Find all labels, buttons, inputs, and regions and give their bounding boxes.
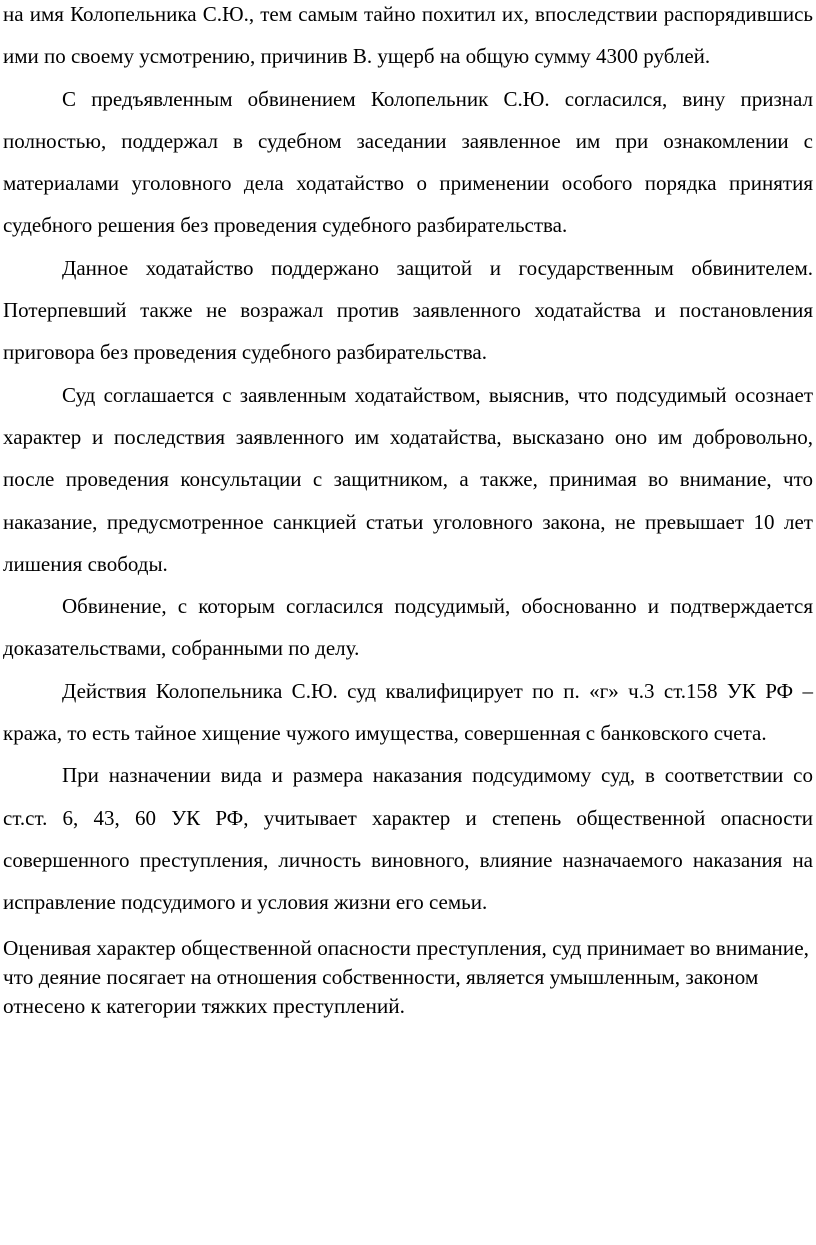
paragraph-danger-assessment: Оценивая характер общественной опасности преступления, суд принимает во внимание, что деяние посягает на отношения собственности, является умышленным, законом отнесено к категории тяжких преступлений. xyxy=(3,935,809,1018)
paragraph-sentencing: При назначении вида и размера наказания подсудимому суд, в соответствии со ст.ст. 6, 43, 60 УК РФ, учитывает характер и степень общественной опасности совершенного преступления, личность виновного, влияние назначаемого наказания на исправление подсудимого и условия жизни его семьи. xyxy=(3,763,813,915)
paragraph-motion-support: Данное ходатайство поддержано защитой и государственным обвинителем. Потерпевший также не возражал против заявленного ходатайства и постановления приговора без проведения судебного разбирательства. xyxy=(3,255,813,365)
paragraph-charge-justified: Обвинение, с которым согласился подсудимый, обоснованно и подтверждается доказательствами, собранными по делу. xyxy=(3,594,813,661)
paragraph-charge-agreement: С предъявленным обвинением Колопельник С.Ю. согласился, вину признал полностью, поддержал в судебном заседании заявленное им при ознакомлении с материалами уголовного дела ходатайство о применении особого порядка принятия судебного решения без проведения судебного разбирательства. xyxy=(3,86,813,238)
paragraph-court-agrees: Суд соглашается с заявленным ходатайством, выяснив, что подсудимый осознает характер и последствия заявленного им ходатайства, высказано оно им добровольно, после проведения консультации с защитником, а также, принимая во внимание, что наказание, предусмотренное санкцией статьи уголовного закона, не превышает 10 лет лишения свободы. xyxy=(3,382,813,576)
paragraph-continuation: на имя Колопельника С.Ю., тем самым тайно похитил их, впоследствии распорядившись ими по своему усмотрению, причинив В. ущерб на общую сумму 4300 рублей. xyxy=(3,2,813,69)
paragraph-qualification: Действия Колопельника С.Ю. суд квалифицирует по п. «г» ч.3 ст.158 УК РФ – кража, то есть тайное хищение чужого имущества, совершенная с банковского счета. xyxy=(3,678,813,746)
